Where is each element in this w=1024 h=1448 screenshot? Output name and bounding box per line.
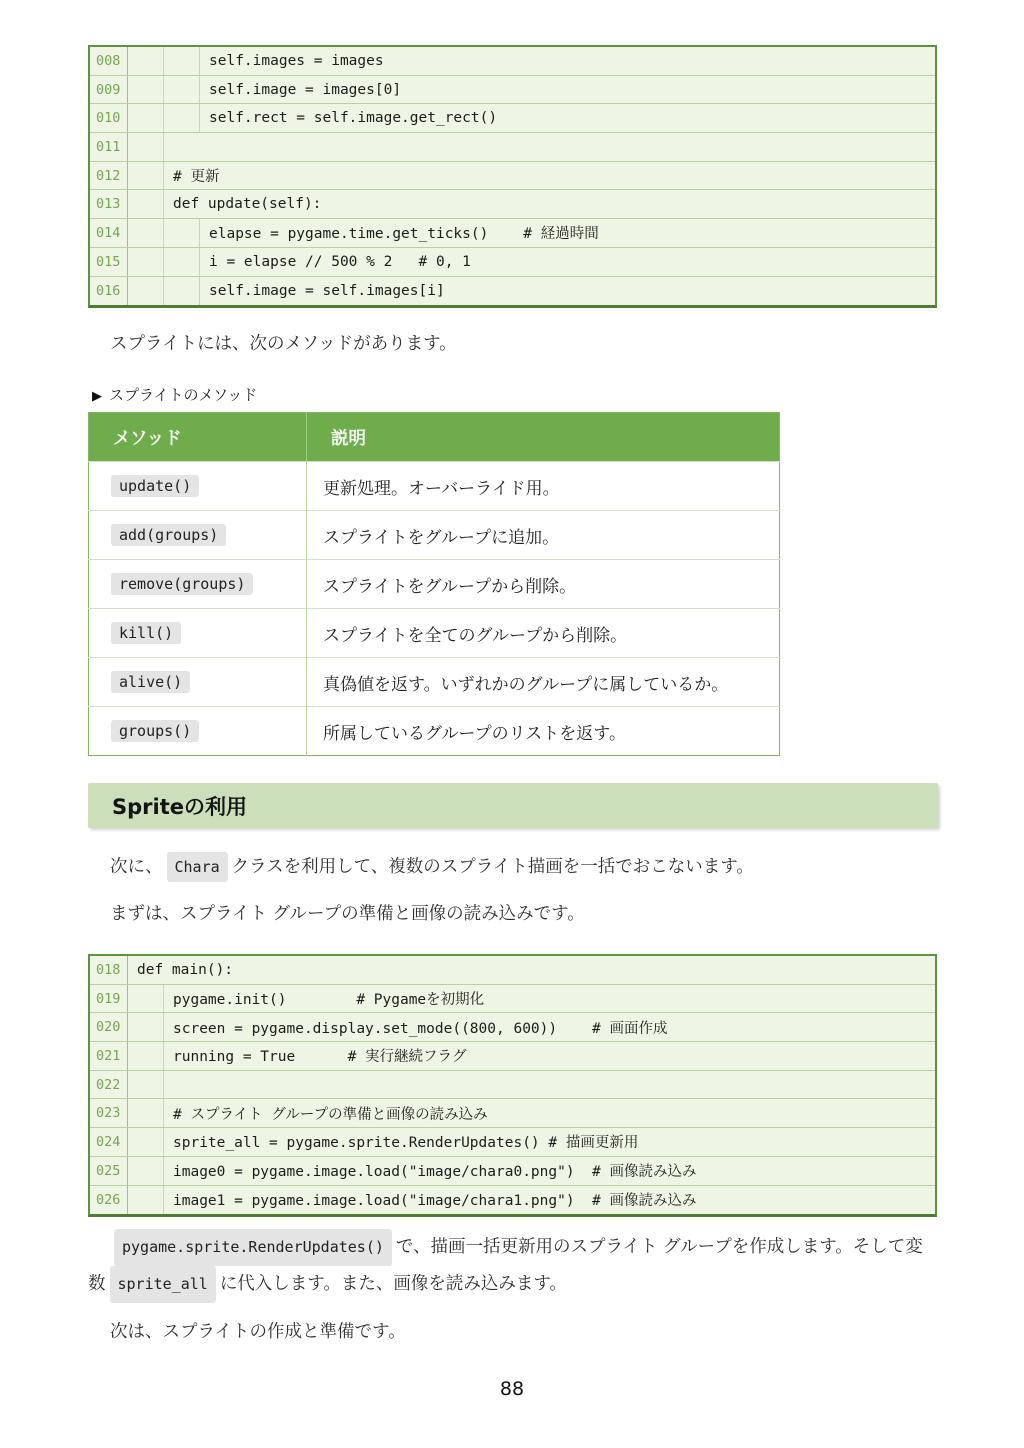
- method-cell: [89, 658, 307, 707]
- method-cell: [89, 560, 307, 609]
- code-line: [90, 248, 935, 277]
- indent-guide: [128, 47, 164, 75]
- page-number: 88: [499, 1378, 525, 1400]
- code-line: [90, 1042, 935, 1071]
- indent-guide: [128, 133, 164, 161]
- line-number: 020: [90, 1013, 128, 1041]
- method-cell: [89, 462, 307, 511]
- method-cell: [89, 707, 307, 756]
- line-number: 011: [90, 133, 128, 161]
- code-line: [90, 104, 935, 133]
- description-cell: 所属しているグループのリストを返す。: [307, 707, 780, 756]
- code-text: [164, 1071, 173, 1099]
- code-text: sprite_all = pygame.sprite.RenderUpdates() # 描画更新用: [173, 1135, 639, 1152]
- indent-guide: [128, 1099, 164, 1127]
- method-code-chip: remove(groups): [111, 573, 253, 595]
- indent-guide: [164, 219, 200, 247]
- line-number: 012: [90, 162, 128, 190]
- table-row: [89, 462, 780, 511]
- line-number: 015: [90, 248, 128, 276]
- col-header-method: メソッド: [89, 413, 307, 462]
- line-number: 010: [90, 104, 128, 132]
- code-text: self.image = images[0]: [209, 81, 402, 98]
- paragraph-next-step: 次は、スプライトの作成と準備です。: [110, 1322, 406, 1342]
- code-text: elapse = pygame.time.get_ticks() # 経過時間: [209, 226, 599, 243]
- table-row: [89, 560, 780, 609]
- method-cell: [89, 511, 307, 560]
- indent-guide: [128, 162, 164, 190]
- line-number: 016: [90, 277, 128, 306]
- triangle-marker-icon: ▶: [92, 389, 102, 404]
- code-line: [90, 190, 935, 219]
- code-text: self.image = self.images[i]: [209, 282, 445, 299]
- text-run: 次に、: [110, 857, 163, 877]
- inline-code: Chara: [167, 852, 228, 882]
- indent-guide: [128, 219, 164, 247]
- code-text: i = elapse // 500 % 2 # 0, 1: [209, 253, 471, 270]
- section-heading-text: Spriteの利用: [112, 794, 247, 819]
- text-run: で、描画一括更新用のスプライト グループを作成します。そして変数: [88, 1237, 923, 1294]
- code-text: def main():: [137, 961, 234, 978]
- line-number: 013: [90, 190, 128, 218]
- paragraph-chara-usage: [88, 852, 970, 882]
- code-text: image0 = pygame.image.load("image/chara0.png") # 画像読み込み: [173, 1164, 697, 1181]
- indent-guide: [164, 76, 200, 104]
- indent-guide: [164, 47, 200, 75]
- method-code-chip: alive(): [111, 671, 190, 693]
- code-line: [90, 1186, 935, 1215]
- line-number: 019: [90, 985, 128, 1013]
- code-line: [90, 1157, 935, 1186]
- method-code-chip: add(groups): [111, 524, 226, 546]
- paragraph-prepare: まずは、スプライト グループの準備と画像の読み込みです。: [110, 904, 585, 924]
- code-line: [90, 133, 935, 162]
- table-row: [89, 658, 780, 707]
- table-row: [89, 707, 780, 756]
- indent-guide: [128, 277, 164, 306]
- table-row: [89, 511, 780, 560]
- code-text: # 更新: [173, 169, 220, 186]
- indent-guide: [164, 104, 200, 132]
- code-line: [90, 76, 935, 105]
- code-line: [90, 277, 935, 306]
- text-run: クラスを利用して、複数のスプライト描画を一括でおこないます。: [231, 857, 754, 877]
- table-caption-text: スプライトのメソッド: [109, 386, 258, 404]
- table-header-row: [89, 413, 780, 462]
- paragraph-renderupdates: [88, 1229, 940, 1303]
- indent-guide: [128, 1042, 164, 1070]
- indent-guide: [128, 190, 164, 218]
- code-line: [90, 1128, 935, 1157]
- inline-code: sprite_all: [110, 1266, 216, 1303]
- line-number: 009: [90, 76, 128, 104]
- code-text: self.images = images: [209, 52, 384, 69]
- method-code-chip: groups(): [111, 720, 199, 742]
- indent-guide: [128, 1157, 164, 1185]
- indent-guide: [128, 1128, 164, 1156]
- code-line: [90, 985, 935, 1014]
- code-line: [90, 1071, 935, 1100]
- code-text: image1 = pygame.image.load("image/chara1.png") # 画像読み込み: [173, 1193, 697, 1210]
- line-number: 025: [90, 1157, 128, 1185]
- sprite-methods-table: [88, 412, 780, 756]
- description-cell: 更新処理。オーバーライド用。: [307, 462, 780, 511]
- code-line: [90, 47, 935, 76]
- method-code-chip: update(): [111, 475, 199, 497]
- method-code-chip: kill(): [111, 622, 181, 644]
- line-number: 021: [90, 1042, 128, 1070]
- line-number: 014: [90, 219, 128, 247]
- code-text: self.rect = self.image.get_rect(): [209, 110, 498, 127]
- code-listing-sprite-class: [88, 45, 937, 308]
- indent-guide: [128, 985, 164, 1013]
- line-number: 008: [90, 47, 128, 75]
- code-text: [164, 133, 173, 161]
- code-text: screen = pygame.display.set_mode((800, 600)) # 画面作成: [173, 1020, 668, 1037]
- section-heading-sprite-usage: [88, 783, 938, 828]
- text-run: に代入します。また、画像を読み込みます。: [219, 1274, 568, 1294]
- code-line: [90, 162, 935, 191]
- indent-guide: [128, 1013, 164, 1041]
- code-text: # スプライト グループの準備と画像の読み込み: [173, 1106, 488, 1123]
- indent-guide: [128, 104, 164, 132]
- paragraph-sprite-methods: スプライトには、次のメソッドがあります。: [110, 334, 457, 354]
- inline-code: pygame.sprite.RenderUpdates(): [114, 1229, 392, 1266]
- code-listing-main-function: [88, 954, 937, 1217]
- code-line: [90, 219, 935, 248]
- line-number: 026: [90, 1186, 128, 1215]
- description-cell: スプライトをグループに追加。: [307, 511, 780, 560]
- method-cell: [89, 609, 307, 658]
- description-cell: スプライトを全てのグループから削除。: [307, 609, 780, 658]
- code-line: [90, 956, 935, 985]
- line-number: 024: [90, 1128, 128, 1156]
- indent-guide: [128, 76, 164, 104]
- code-text: def update(self):: [173, 196, 322, 213]
- code-line: [90, 1099, 935, 1128]
- code-line: [90, 1013, 935, 1042]
- description-cell: 真偽値を返す。いずれかのグループに属しているか。: [307, 658, 780, 707]
- indent-guide: [128, 248, 164, 276]
- col-header-description: 説明: [307, 413, 780, 462]
- line-number: 022: [90, 1071, 128, 1099]
- indent-guide: [164, 277, 200, 306]
- table-row: [89, 609, 780, 658]
- code-text: pygame.init() # Pygameを初期化: [173, 992, 485, 1009]
- line-number: 023: [90, 1099, 128, 1127]
- line-number: 018: [90, 956, 128, 984]
- indent-guide: [128, 1186, 164, 1215]
- indent-guide: [164, 248, 200, 276]
- indent-guide: [128, 1071, 164, 1099]
- table-caption: [92, 384, 257, 405]
- description-cell: スプライトをグループから削除。: [307, 560, 780, 609]
- code-text: running = True # 実行継続フラグ: [173, 1049, 467, 1066]
